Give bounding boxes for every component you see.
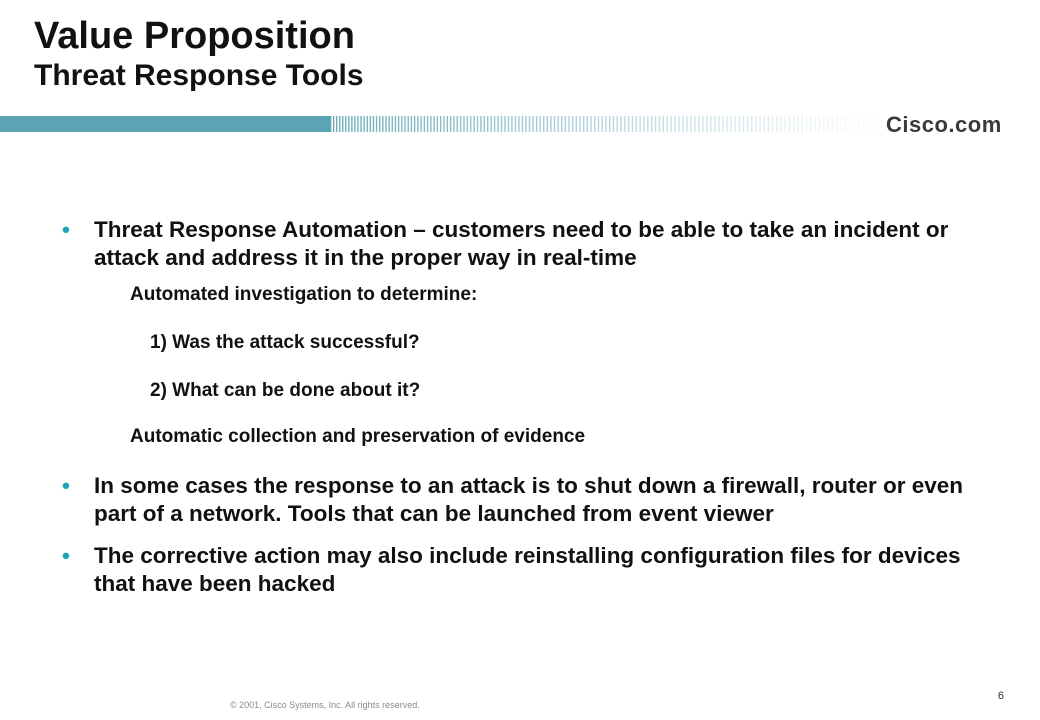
bullet-dot-icon: •	[62, 217, 70, 242]
subitem-what-done: 2) What can be done about it?	[150, 380, 421, 401]
title-block	[34, 14, 364, 94]
slide-subtitle: Threat Response Tools	[34, 59, 364, 92]
bullet-corrective	[60, 542, 980, 598]
subitem-evidence: Automatic collection and preservation of evidence	[130, 426, 586, 447]
header-stripe	[0, 112, 1040, 136]
slide-content	[60, 216, 980, 598]
bullet-threat-automation	[60, 216, 980, 272]
bullet-text: Threat Response Automation – customers need to be able to take an incident or attack and address it in the proper way in real-time	[94, 217, 949, 270]
cisco-logo-text: Cisco.com	[886, 112, 1002, 137]
copyright-notice: © 2001, Cisco Systems, Inc. All rights reserved.	[230, 700, 420, 710]
slide-title: Value Proposition	[34, 15, 355, 57]
bullet-text: In some cases the response to an attack is to shut down a firewall, router or even part of a network. Tools that can be launched from event viewer	[94, 473, 963, 526]
page-number: 6	[997, 690, 1004, 702]
stripe-lines	[330, 116, 877, 132]
bullet-dot-icon: •	[62, 473, 70, 498]
subitem-attack-successful: 1) Was the attack successful?	[150, 332, 420, 353]
bullet-shutdown	[60, 472, 980, 528]
bullet-dot-icon: •	[62, 543, 70, 568]
subitem-investigation: Automated investigation to determine:	[130, 284, 478, 305]
bullet-text: The corrective action may also include reinstalling configuration files for devices that have been hacked	[94, 543, 961, 596]
